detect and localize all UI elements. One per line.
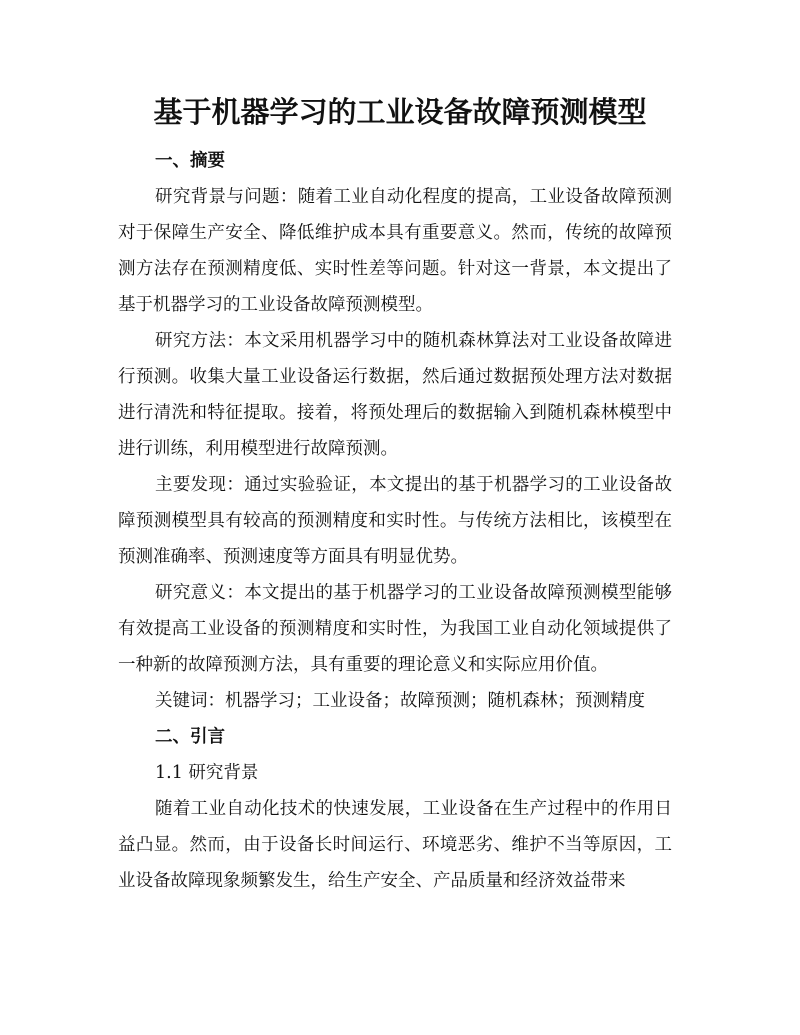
keywords-line: 关键词：机器学习；工业设备；故障预测；随机森林；预测精度 <box>155 691 645 711</box>
abstract-heading: 一、摘要 <box>155 151 225 171</box>
abstract-paragraph-findings: 主要发现：通过实验验证，本文提出的基于机器学习的工业设备故障预测模型具有较高的预测精度和实时性。与传统方法相比，该模型在预测准确率、预测速度等方面具有明显优势。 <box>118 475 672 567</box>
document-title: 基于机器学习的工业设备故障预测模型 <box>153 95 647 129</box>
introduction-heading: 二、引言 <box>155 727 225 747</box>
introduction-subheading-background: 1.1 研究背景 <box>155 763 259 783</box>
abstract-paragraph-method: 研究方法：本文采用机器学习中的随机森林算法对工业设备故障进行预测。收集大量工业设备运行数据，然后通过数据预处理方法对数据进行清洗和特征提取。接着，将预处理后的数据输入到随机森林模型中进行训练，利用模型进行故障预测。 <box>118 331 672 459</box>
introduction-paragraph: 随着工业自动化技术的快速发展，工业设备在生产过程中的作用日益凸显。然而，由于设备长时间运行、环境恶劣、维护不当等原因，工业设备故障现象频繁发生，给生产安全、产品质量和经济效益带来 <box>118 799 672 891</box>
document-body <box>118 143 672 899</box>
abstract-paragraph-background: 研究背景与问题：随着工业自动化程度的提高，工业设备故障预测对于保障生产安全、降低维护成本具有重要意义。然而，传统的故障预测方法存在预测精度低、实时性差等问题。针对这一背景，本文提出了基于机器学习的工业设备故障预测模型。 <box>118 187 672 315</box>
abstract-paragraph-significance: 研究意义：本文提出的基于机器学习的工业设备故障预测模型能够有效提高工业设备的预测精度和实时性，为我国工业自动化领域提供了一种新的故障预测方法，具有重要的理论意义和实际应用价值。 <box>118 583 672 675</box>
